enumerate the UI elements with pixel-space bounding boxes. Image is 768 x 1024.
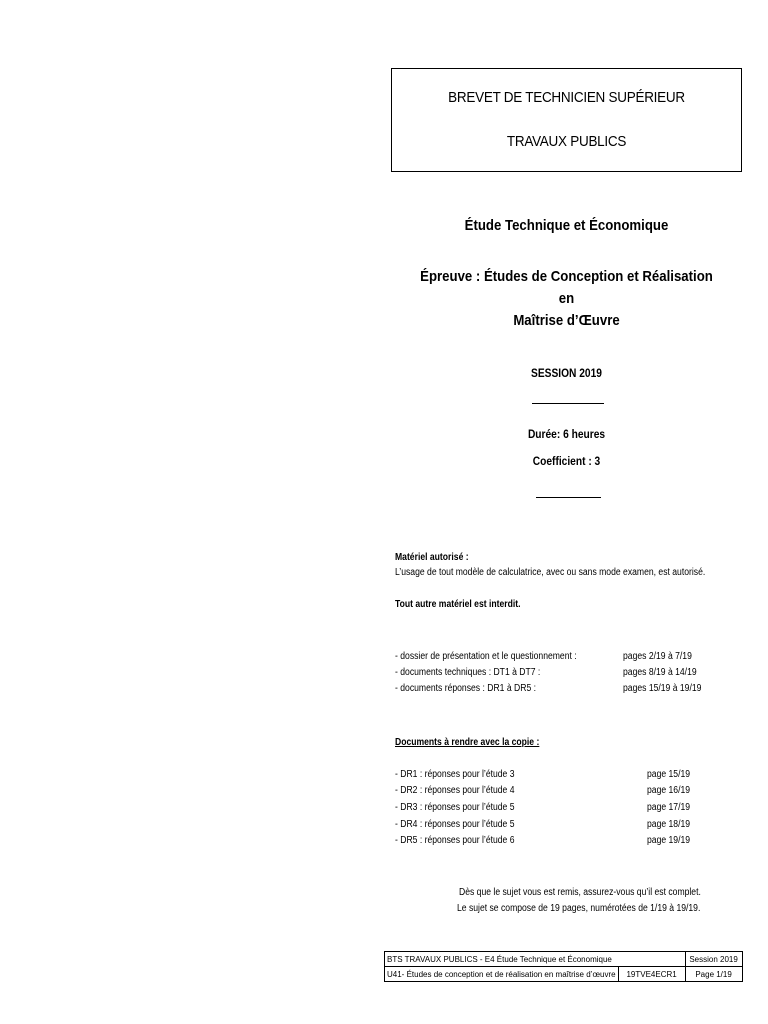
contents-pages: pages 2/19 à 7/19 [623,651,692,662]
footer-page-number: Page 1/19 [685,967,742,982]
contents-pages: pages 8/19 à 14/19 [623,667,697,678]
epreuve-title [412,266,721,332]
documents-heading: Documents à rendre avec la copie : [395,737,540,748]
contents-label: - dossier de présentation et le questionnement : [395,651,577,662]
divider [536,497,601,498]
contents-pages: pages 15/19 à 19/19 [623,683,702,694]
footer-table [384,951,743,982]
dr-label: - DR3 : réponses pour l’étude 5 [395,802,515,813]
subject-title: Étude Technique et Économique [464,217,669,234]
duration-label: Durée: 6 heures [527,427,606,441]
notice-line-1: Dès que le sujet vous est remis, assurez-vous qu’il est complet. [459,887,701,898]
footer-session: Session 2019 [685,952,742,967]
notice-line-2: Le sujet se compose de 19 pages, numérotées de 1/19 à 19/19. [457,903,701,914]
dr-label: - DR1 : réponses pour l’étude 3 [395,769,515,780]
materiel-heading: Matériel autorisé : [395,552,469,563]
coefficient-label: Coefficient : 3 [532,454,601,468]
dr-label: - DR4 : réponses pour l’étude 5 [395,819,515,830]
dr-label: - DR2 : réponses pour l’étude 4 [395,785,515,796]
footer-row [385,967,743,982]
dr-page: page 16/19 [647,785,691,796]
dr-page: page 19/19 [647,835,691,846]
session-label: SESSION 2019 [531,366,602,380]
footer-row [385,952,743,967]
title-box [391,68,742,172]
epreuve-line-1: Épreuve : Études de Conception et Réalisation en [420,268,713,307]
materiel-forbidden: Tout autre matériel est interdit. [395,599,521,610]
diploma-specialty: TRAVAUX PUBLICS [506,133,627,150]
dr-label: - DR5 : réponses pour l’étude 6 [395,835,515,846]
materiel-text: L’usage de tout modèle de calculatrice, avec ou sans mode examen, est autorisé. [395,567,706,578]
dr-page: page 17/19 [647,802,691,813]
footer-exam-title: BTS TRAVAUX PUBLICS - E4 Étude Technique et Économique [385,952,686,967]
footer-unit: U41- Études de conception et de réalisation en maîtrise d’œuvre [385,967,619,982]
diploma-title: BREVET DE TECHNICIEN SUPÉRIEUR [448,89,685,106]
epreuve-line-2: Maîtrise d’Œuvre [513,312,620,329]
footer-code: 19TVE4ECR1 [618,967,685,982]
contents-label: - documents techniques : DT1 à DT7 : [395,667,541,678]
dr-page: page 18/19 [647,819,691,830]
dr-page: page 15/19 [647,769,691,780]
divider [532,403,604,404]
contents-label: - documents réponses : DR1 à DR5 : [395,683,537,694]
